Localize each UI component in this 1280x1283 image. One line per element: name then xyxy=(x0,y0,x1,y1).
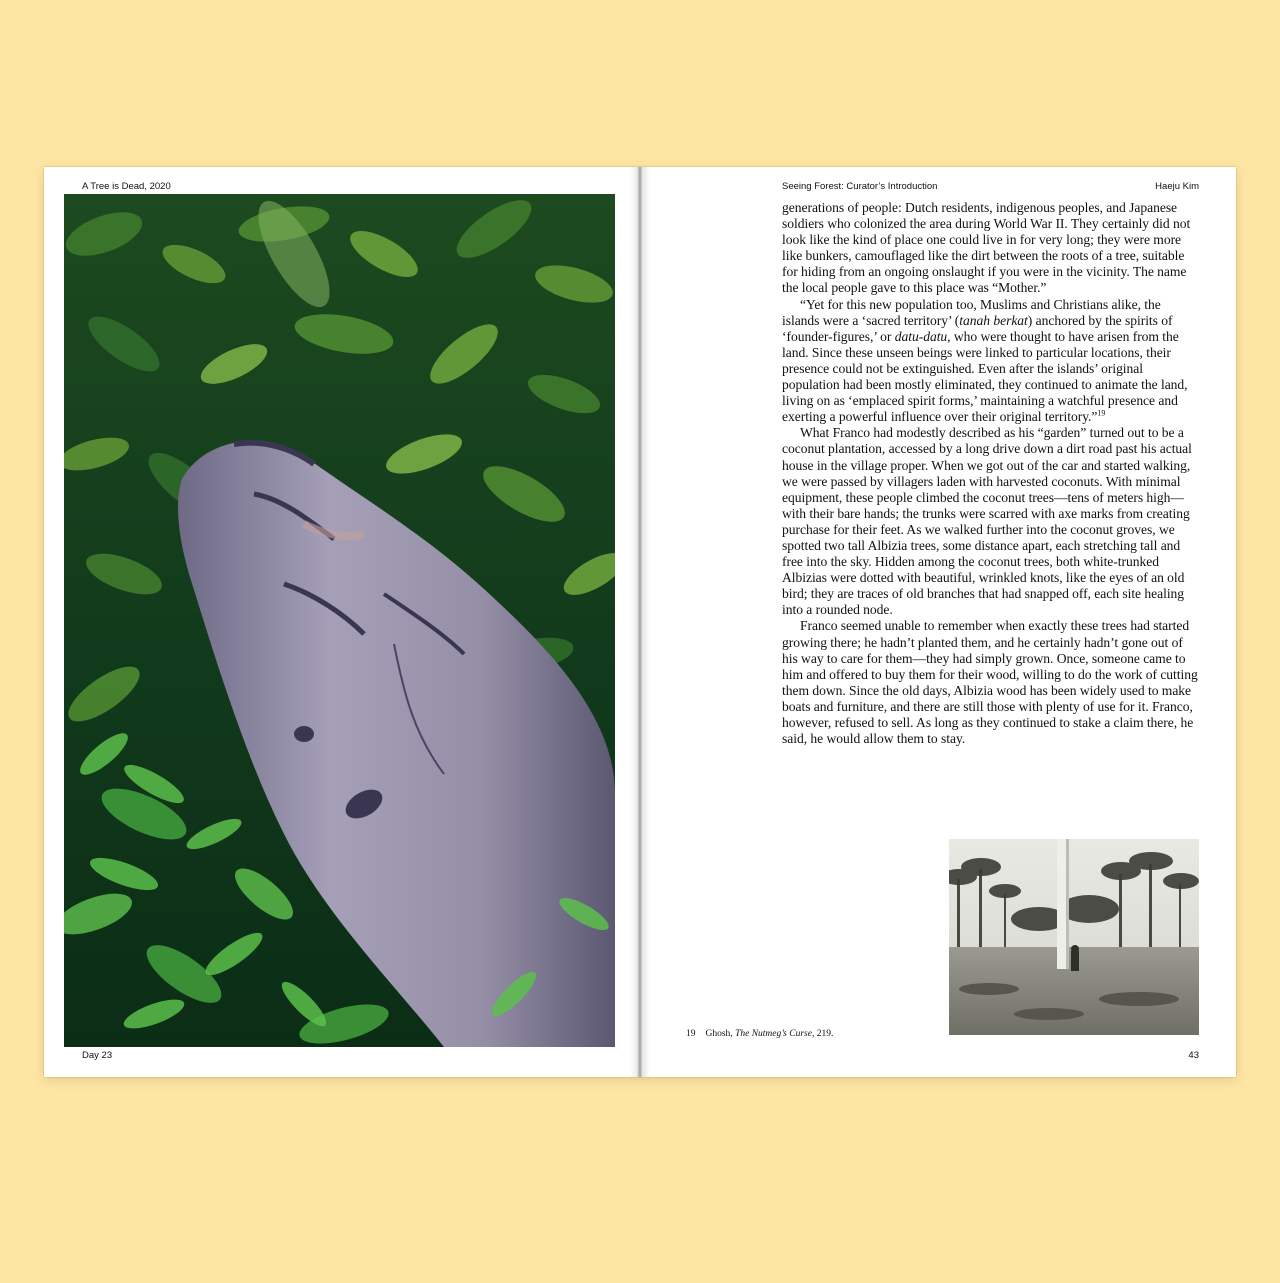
fallen-tree-photo xyxy=(64,194,615,1047)
text-run: ) anchored by the spirits of ‘founder-figures,’ or xyxy=(782,312,1173,344)
right-page xyxy=(640,167,1236,1077)
paragraph: generations of people: Dutch residents, indigenous peoples, and Japanese soldiers who colonized the area during World War II. They certainly did not look like the kind of place one could live in for very long; they were more like bunkers, camouflaged like the dirt between the roots of a tree, suitable for hiding from an ongoing onslaught if you were in the vicinity. The name the local people gave to this place was “Mother.” xyxy=(782,200,1191,296)
right-running-head-title: Seeing Forest: Curator’s Introduction xyxy=(782,181,938,192)
text-run: “Yet for this new population too, Muslims and Christians alike, the islands were a ‘sacred territory’ ( xyxy=(782,296,1161,328)
left-running-head: A Tree is Dead, 2020 xyxy=(82,181,171,192)
right-folio: 43 xyxy=(1188,1050,1199,1061)
italic-term: datu-datu xyxy=(894,328,948,344)
italic-term: tanah berkat xyxy=(959,312,1028,328)
footnote-reference[interactable]: 19 xyxy=(1097,408,1106,418)
footnote-text: , 219. xyxy=(811,1029,834,1039)
albizia-tree-photo xyxy=(949,839,1199,1035)
article-body xyxy=(782,200,1200,747)
footnote-text: Ghosh, xyxy=(705,1029,736,1039)
footnote-number: 19 xyxy=(686,1029,696,1039)
book-spread xyxy=(44,167,1236,1077)
footnote-book-title: The Nutmeg’s Curse xyxy=(735,1029,812,1039)
footnote xyxy=(686,1029,833,1039)
left-page xyxy=(44,167,640,1077)
paragraph: What Franco had modestly described as his “garden” turned out to be a coconut plantation, accessed by a long drive down a dirt road past his actual house in the village proper. When we got out of the car and started walking, we were passed by villagers laden with harvested coconuts. With minimal equipment, these people climbed the coconut trees—tens of meters high—with their bare hands; the trunks were scarred with axe marks from creating purchase for their feet. As we walked further into the coconut groves, we spotted two tall Albizia trees, some distance apart, each stretching tall and free into the sky. Hidden among the coconut trees, both white-trunked Albizias were dotted with beautiful, wrinkled knots, like the eyes of an old bird; they are traces of old branches that had snapped off, each site healing into a rounded node. xyxy=(782,425,1192,618)
paragraph-quote xyxy=(782,297,1200,426)
text-run: , who were thought to have arisen from the land. Since these unseen beings were linked to particular locations, their presence could not be extinguished. Even after the islands’ original population had been mostly eliminated, they continued to animate the land, living on as ‘emplaced spirit forms,’ maintaining a watchful presence and exerting a powerful influence over their original territory.” xyxy=(782,328,1188,425)
left-folio: Day 23 xyxy=(82,1050,113,1061)
right-running-head-author: Haeju Kim xyxy=(1155,181,1199,192)
paragraph: Franco seemed unable to remember when exactly these trees had started growing there; he hadn’t planted them, and he certainly hadn’t gone out of his way to care for them—they had simply grown. Once, someone came to him and offered to buy them for their wood, willing to do the work of cutting them down. Since the old days, Albizia wood has been widely used to make boats and furniture, and there are still those with plenty of use for it. Franco, however, refused to sell. As long as they continued to stake a claim there, he said, he would allow them to stay. xyxy=(782,618,1198,747)
fallen-tree-in-forest-photo-icon xyxy=(64,194,615,1047)
albizia-tree-in-coconut-grove-photo-icon xyxy=(949,839,1199,1035)
